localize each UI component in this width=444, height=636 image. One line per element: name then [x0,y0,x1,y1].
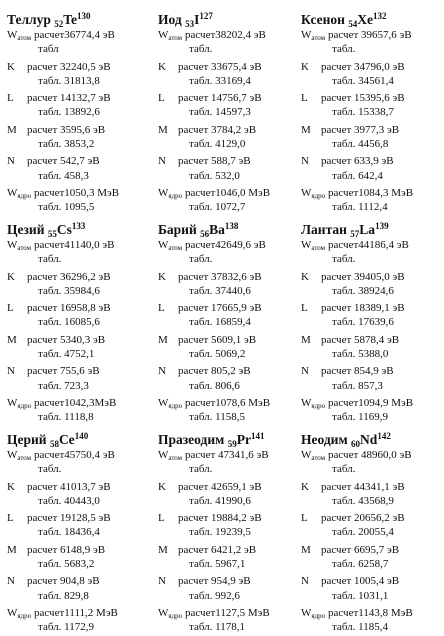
element-title: Цезий $_{55}Cs^{133}$ [7,221,86,239]
w-nucleus-calc: $W_{ядро}$ расчет1078,6 МэВ [158,396,271,410]
l-shell-table: табл. 15338,7 [332,106,394,119]
m-shell-table: табл. 5069,2 [189,348,246,361]
m-shell-calc: M расчет 6421,2 эВ [158,543,257,556]
m-shell-calc: M расчет 5878,4 эВ [301,333,400,346]
m-shell-table: табл. 5967,1 [189,558,246,571]
n-shell-calc: N расчет 542,7 эВ [7,155,100,168]
n-shell-table: табл. 723,3 [38,379,89,392]
l-shell-table: табл. 16859,4 [189,316,251,329]
l-shell-table: табл. 13892,6 [38,106,100,119]
w-atom-calc: $W_{атом}$ расчет44186,4 эВ [301,239,409,252]
w-atom-table: табл. [332,463,356,476]
m-shell-calc: M расчет 3784,2 эВ [158,123,257,136]
n-shell-calc: N расчет 755,6 эВ [7,365,100,378]
m-shell-table: табл. 6258,7 [332,558,389,571]
k-shell-table: табл. 37440,6 [189,284,251,297]
k-shell-table: табл. 40443,0 [38,494,100,507]
n-shell-calc: N расчет 805,2 эВ [158,365,251,378]
k-shell-table: табл. 41990,6 [189,494,251,507]
w-atom-calc: $W_{атом}$ расчет42649,6 эВ [158,239,266,252]
element-block-xenon [294,8,440,215]
l-shell-calc: L расчет 14756,7 эВ [158,92,262,105]
n-shell-calc: N расчет 633,9 эВ [301,155,394,168]
element-title: Ксенон $_{54}Xe^{132}$ [301,11,387,29]
n-shell-table: табл. 642,4 [332,169,383,182]
l-shell-calc: L расчет 20656,2 эВ [301,512,405,525]
k-shell-calc: K расчет 32240,5 эВ [7,60,111,73]
k-shell-calc: K расчет 34796,0 эВ [301,60,405,73]
n-shell-table: табл. 806,6 [189,379,240,392]
k-shell-table: табл. 43568,9 [332,494,394,507]
n-shell-table: табл. 1031,1 [332,589,389,602]
w-nucleus-calc: $W_{ядро}$ расчет1042,3МэВ [7,396,117,410]
l-shell-calc: L расчет 19884,2 эВ [158,512,262,525]
w-atom-table: табл. [189,253,213,266]
n-shell-calc: N расчет 588,7 эВ [158,155,251,168]
w-nucleus-calc: $W_{ядро}$ расчет1094,9 МэВ [301,396,414,410]
l-shell-table: табл. 20055,4 [332,526,394,539]
l-shell-table: табл. 17639,6 [332,316,394,329]
k-shell-calc: K расчет 44341,1 эВ [301,480,405,493]
w-nucleus-table: табл. 1185,4 [332,621,388,634]
n-shell-calc: N расчет 1005,4 эВ [301,575,400,588]
k-shell-calc: K расчет 41013,7 эВ [7,480,111,493]
m-shell-calc: M расчет 3977,3 эВ [301,123,400,136]
w-atom-calc: $W_{атом}$ расчет38202,4 эВ [158,29,266,42]
m-shell-calc: M расчет 6148,9 эВ [7,543,106,556]
l-shell-calc: L расчет 17665,9 эВ [158,302,262,315]
k-shell-table: табл. 35984,6 [38,284,100,297]
w-nucleus-table: табл. 1178,1 [189,621,245,634]
n-shell-calc: N расчет 904,8 эВ [7,575,100,588]
element-title: Барий $_{56}Ba^{138}$ [158,221,239,239]
element-title: Иод $_{53}I^{127}$ [158,11,213,29]
w-nucleus-calc: $W_{ядро}$ расчет1111,2 МэВ [7,606,118,620]
element-block-neodymium [294,428,440,635]
m-shell-table: табл. 4129,0 [189,138,246,151]
element-title: Церий $_{58}Ce^{140}$ [7,431,89,449]
w-nucleus-table: табл. 1112,4 [332,201,388,214]
w-nucleus-calc: $W_{ядро}$ расчет1046,0 МэВ [158,186,271,200]
l-shell-table: табл. 18436,4 [38,526,100,539]
element-block-cerium [0,428,146,635]
n-shell-calc: N расчет 854,9 эВ [301,365,394,378]
w-nucleus-table: табл. 1095,5 [38,201,95,214]
element-block-tellurium [0,8,146,215]
element-block-praseodymium [151,428,297,635]
k-shell-table: табл. 33169,4 [189,74,251,87]
l-shell-calc: L расчет 18389,1 эВ [301,302,405,315]
w-nucleus-calc: $W_{ядро}$ расчет1127,5 МэВ [158,606,270,620]
w-nucleus-table: табл. 1072,7 [189,201,246,214]
element-title: Празеодим $_{59}Pr^{141}$ [158,431,265,449]
element-title: Лантан $_{57}La^{139}$ [301,221,389,239]
m-shell-calc: M расчет 5609,1 эВ [158,333,257,346]
l-shell-table: табл. 16085,6 [38,316,100,329]
w-atom-calc: $W_{атом}$ расчет36774,4 эВ [7,29,115,42]
n-shell-calc: N расчет 954,9 эВ [158,575,251,588]
element-block-lanthanum [294,218,440,425]
w-atom-table: табл. [38,253,62,266]
w-atom-table: табл. [189,43,213,56]
w-atom-calc: $W_{атом}$ расчет 48960,0 эВ [301,449,412,462]
w-atom-calc: $W_{атом}$ расчет 39657,6 эВ [301,29,412,42]
element-block-iodine [151,8,297,215]
k-shell-calc: K расчет 42659,1 эВ [158,480,262,493]
w-nucleus-calc: $W_{ядро}$ расчет1143,8 МэВ [301,606,413,620]
n-shell-table: табл. 992,6 [189,589,240,602]
w-atom-table: табл. [332,43,356,56]
w-nucleus-calc: $W_{ядро}$ расчет1050,3 МэВ [7,186,120,200]
w-atom-calc: $W_{атом}$ расчет41140,0 эВ [7,239,115,252]
w-nucleus-table: табл. 1169,9 [332,411,388,424]
l-shell-table: табл. 19239,5 [189,526,251,539]
w-atom-table: табл. [38,463,62,476]
k-shell-table: табл. 34561,4 [332,74,394,87]
l-shell-calc: L расчет 14132,7 эВ [7,92,111,105]
k-shell-calc: K расчет 33675,4 эВ [158,60,262,73]
w-nucleus-table: табл. 1118,8 [38,411,94,424]
w-atom-table: табл. [189,463,213,476]
w-atom-table: табл [38,43,59,56]
w-nucleus-calc: $W_{ядро}$ расчет1084,3 МэВ [301,186,414,200]
m-shell-table: табл. 5388,0 [332,348,389,361]
k-shell-table: табл. 38924,6 [332,284,394,297]
n-shell-table: табл. 458,3 [38,169,89,182]
l-shell-calc: L расчет 15395,6 эВ [301,92,405,105]
n-shell-table: табл. 532,0 [189,169,240,182]
w-nucleus-table: табл. 1172,9 [38,621,94,634]
w-atom-calc: $W_{атом}$ расчет45750,4 эВ [7,449,115,462]
m-shell-table: табл. 3853,2 [38,138,95,151]
element-title: Теллур $_{52}Te^{130}$ [7,11,91,29]
element-block-barium [151,218,297,425]
l-shell-calc: L расчет 19128,5 эВ [7,512,111,525]
l-shell-calc: L расчет 16958,8 эВ [7,302,111,315]
k-shell-calc: K расчет 39405,0 эВ [301,270,405,283]
m-shell-calc: M расчет 5340,3 эВ [7,333,106,346]
w-atom-table: табл. [332,253,356,266]
k-shell-calc: K расчет 36296,2 эВ [7,270,111,283]
n-shell-table: табл. 829,8 [38,589,89,602]
m-shell-calc: M расчет 6695,7 эВ [301,543,400,556]
n-shell-table: табл. 857,3 [332,379,383,392]
w-nucleus-table: табл. 1158,5 [189,411,245,424]
element-title: Неодим $_{60}Nd^{142}$ [301,431,391,449]
element-block-cesium [0,218,146,425]
k-shell-table: табл. 31813,8 [38,74,100,87]
m-shell-table: табл. 4456,8 [332,138,389,151]
m-shell-table: табл. 4752,1 [38,348,95,361]
m-shell-calc: M расчет 3595,6 эВ [7,123,106,136]
m-shell-table: табл. 5683,2 [38,558,95,571]
w-atom-calc: $W_{атом}$ расчет 47341,6 эВ [158,449,269,462]
k-shell-calc: K расчет 37832,6 эВ [158,270,262,283]
l-shell-table: табл. 14597,3 [189,106,251,119]
